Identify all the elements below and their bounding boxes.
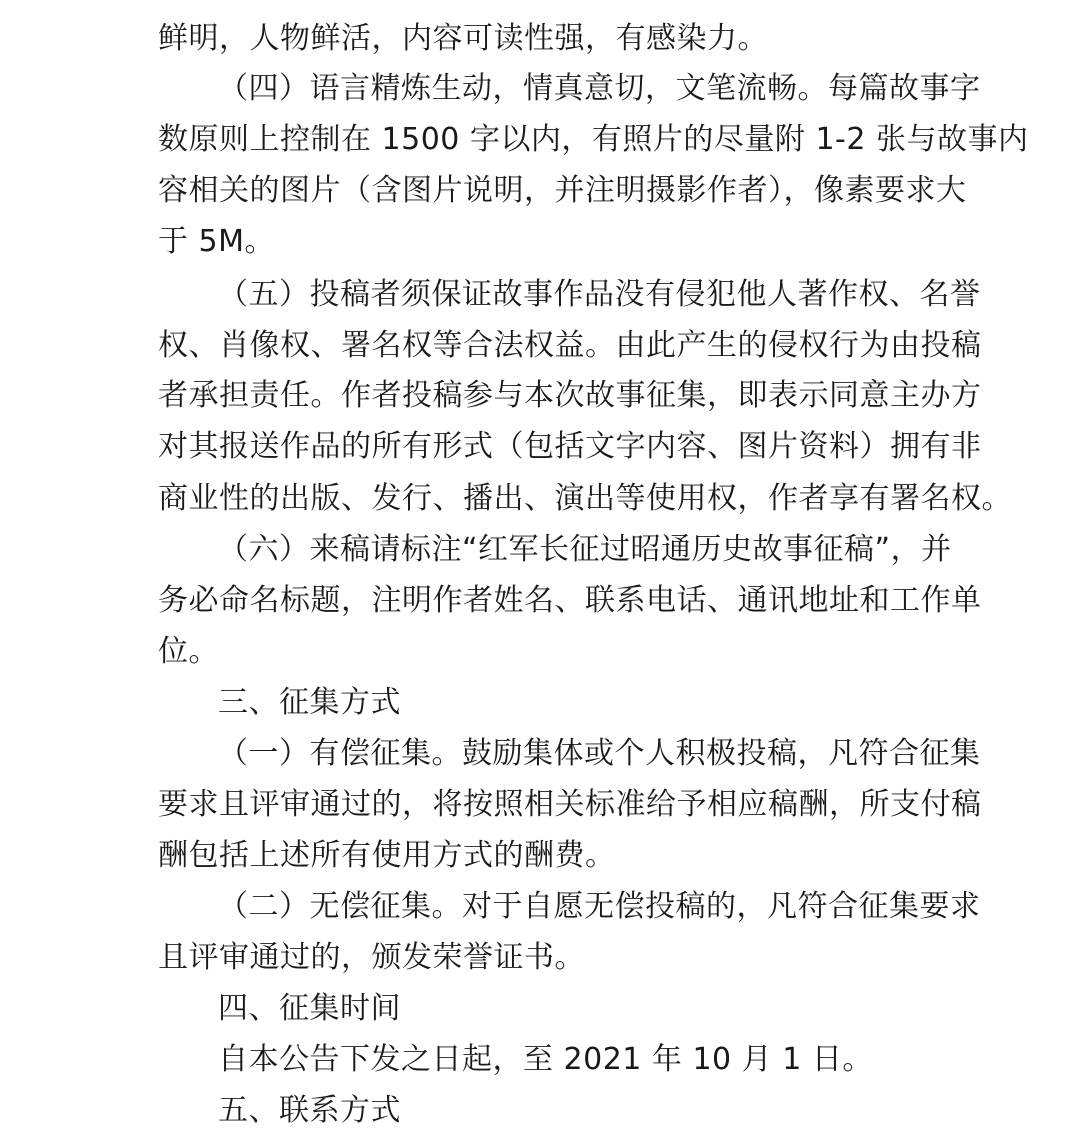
paragraph-line: 要求且评审通过的，将按照相关标准给予相应稿酬，所支付稿 (158, 787, 982, 822)
paragraph-line: 对其报送作品的所有形式（包括文字内容、图片资料）拥有非 (158, 429, 982, 464)
paragraph-line: （五）投稿者须保证故事作品没有侵犯他人著作权、名誉 (218, 277, 981, 312)
paragraph-line: 且评审通过的，颁发荣誉证书。 (158, 940, 585, 975)
section-heading: 三、征集方式 (218, 685, 401, 720)
paragraph-line: 自本公告下发之日起，至 2021 年 10 月 1 日。 (218, 1042, 873, 1077)
paragraph-line: （二）无偿征集。对于自愿无偿投稿的，凡符合征集要求 (218, 889, 981, 924)
paragraph-line: 鲜明，人物鲜活，内容可读性强，有感染力。 (158, 21, 768, 56)
paragraph-line: （四）语言精炼生动，情真意切，文笔流畅。每篇故事字 (218, 71, 981, 106)
section-heading: 五、联系方式 (218, 1093, 401, 1128)
paragraph-line: 酬包括上述所有使用方式的酬费。 (158, 838, 616, 873)
paragraph-line: 权、肖像权、署名权等合法权益。由此产生的侵权行为由投稿 (158, 328, 982, 363)
paragraph-line: 务必命名标题，注明作者姓名、联系电话、通讯地址和工作单 (158, 583, 982, 618)
paragraph-line: 位。 (158, 634, 219, 669)
paragraph-line: （六）来稿请标注“红军长征过昭通历史故事征稿”，并 (218, 532, 952, 567)
paragraph-line: （一）有偿征集。鼓励集体或个人积极投稿，凡符合征集 (218, 736, 981, 771)
paragraph-line: 商业性的出版、发行、播出、演出等使用权，作者享有署名权。 (158, 481, 1012, 516)
paragraph-line: 数原则上控制在 1500 字以内，有照片的尽量附 1-2 张与故事内 (158, 122, 1029, 157)
section-heading: 四、征集时间 (218, 991, 401, 1026)
paragraph-line: 于 5M。 (158, 224, 276, 259)
paragraph-line: 容相关的图片（含图片说明，并注明摄影作者），像素要求大 (158, 173, 967, 208)
paragraph-line: 者承担责任。作者投稿参与本次故事征集，即表示同意主办方 (158, 378, 982, 413)
